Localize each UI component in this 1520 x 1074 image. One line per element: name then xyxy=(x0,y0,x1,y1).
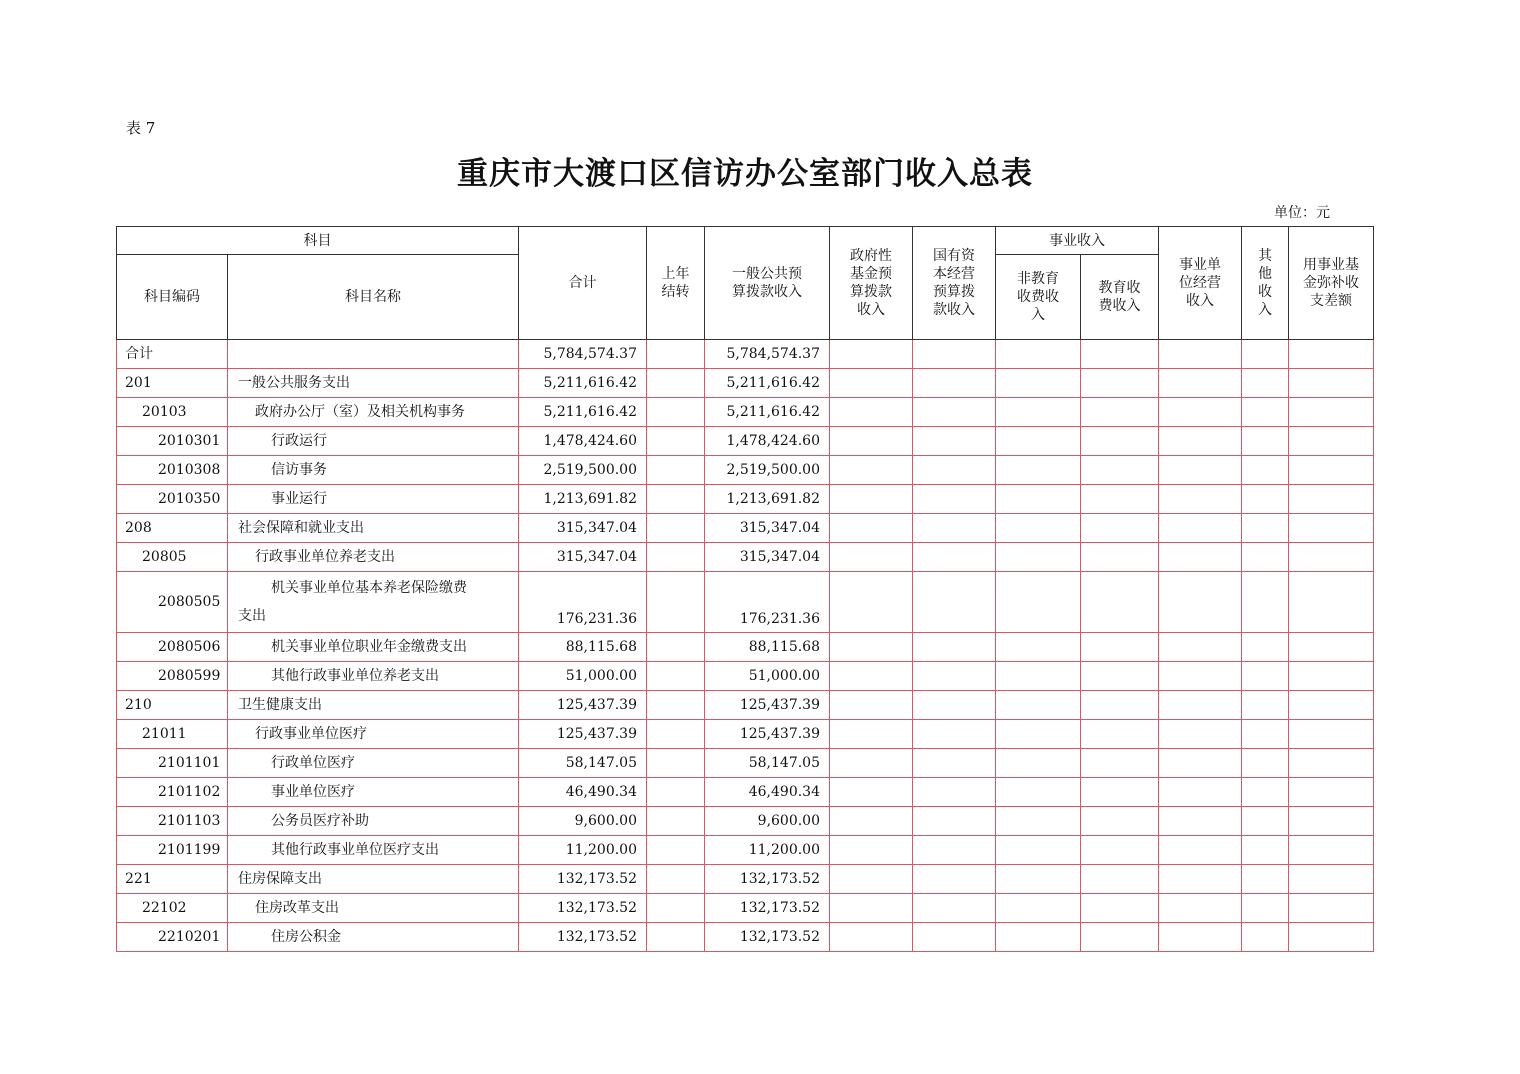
cell-total: 1,213,691.82 xyxy=(519,485,647,514)
cell-fund-supplement xyxy=(1289,662,1374,691)
cell-carry-over xyxy=(647,398,705,427)
cell-total: 46,490.34 xyxy=(519,778,647,807)
table-row xyxy=(117,427,1374,456)
cell-general-budget: 315,347.04 xyxy=(705,514,830,543)
cell-edu xyxy=(1081,514,1159,543)
cell-non-edu xyxy=(996,923,1081,952)
cell-gov-fund xyxy=(830,836,913,865)
cell-state-capital xyxy=(913,369,996,398)
cell-state-capital xyxy=(913,720,996,749)
cell-fund-supplement xyxy=(1289,572,1374,633)
cell-gov-fund xyxy=(830,572,913,633)
header-unit-operating: 事业单 位经营 收入 xyxy=(1159,227,1242,340)
cell-non-edu xyxy=(996,514,1081,543)
cell-total: 176,231.36 xyxy=(519,572,647,633)
header-other-income: 其 他 收 入 xyxy=(1242,227,1289,340)
cell-unit-operating xyxy=(1159,894,1242,923)
cell-carry-over xyxy=(647,865,705,894)
cell-name: 住房改革支出 xyxy=(228,894,519,923)
cell-fund-supplement xyxy=(1289,691,1374,720)
cell-code: 208 xyxy=(117,514,228,543)
cell-state-capital xyxy=(913,691,996,720)
cell-fund-supplement xyxy=(1289,485,1374,514)
cell-unit-operating xyxy=(1159,749,1242,778)
cell-fund-supplement xyxy=(1289,633,1374,662)
cell-general-budget: 5,211,616.42 xyxy=(705,398,830,427)
cell-total: 315,347.04 xyxy=(519,514,647,543)
cell-total: 88,115.68 xyxy=(519,633,647,662)
cell-code: 221 xyxy=(117,865,228,894)
header-carry-over: 上年 结转 xyxy=(647,227,705,340)
cell-edu xyxy=(1081,691,1159,720)
cell-non-edu xyxy=(996,720,1081,749)
cell-name: 事业单位医疗 xyxy=(228,778,519,807)
table-row xyxy=(117,778,1374,807)
cell-gov-fund xyxy=(830,894,913,923)
header-name: 科目名称 xyxy=(228,255,519,340)
header-state-capital: 国有资 本经营 预算拨 款收入 xyxy=(913,227,996,340)
cell-total: 1,478,424.60 xyxy=(519,427,647,456)
cell-name: 事业运行 xyxy=(228,485,519,514)
cell-code: 2210201 xyxy=(117,923,228,952)
cell-general-budget: 315,347.04 xyxy=(705,543,830,572)
header-gov-fund: 政府性 基金预 算拨款 收入 xyxy=(830,227,913,340)
cell-carry-over xyxy=(647,485,705,514)
cell-edu xyxy=(1081,340,1159,369)
cell-carry-over xyxy=(647,340,705,369)
header-fund-supplement: 用事业基 金弥补收 支差额 xyxy=(1289,227,1374,340)
cell-name: 行政运行 xyxy=(228,427,519,456)
cell-name xyxy=(228,572,519,633)
cell-gov-fund xyxy=(830,807,913,836)
cell-carry-over xyxy=(647,633,705,662)
table-row xyxy=(117,633,1374,662)
cell-non-edu xyxy=(996,633,1081,662)
cell-carry-over xyxy=(647,778,705,807)
cell-other xyxy=(1242,514,1289,543)
cell-general-budget: 9,600.00 xyxy=(705,807,830,836)
cell-carry-over xyxy=(647,514,705,543)
cell-edu xyxy=(1081,633,1159,662)
cell-fund-supplement xyxy=(1289,749,1374,778)
cell-general-budget: 5,211,616.42 xyxy=(705,369,830,398)
income-summary-table xyxy=(116,226,1374,952)
cell-state-capital xyxy=(913,340,996,369)
cell-carry-over xyxy=(647,543,705,572)
cell-unit-operating xyxy=(1159,778,1242,807)
table-row xyxy=(117,691,1374,720)
cell-name: 其他行政事业单位养老支出 xyxy=(228,662,519,691)
cell-other xyxy=(1242,340,1289,369)
cell-total: 315,347.04 xyxy=(519,543,647,572)
cell-gov-fund xyxy=(830,340,913,369)
cell-edu xyxy=(1081,572,1159,633)
cell-name: 住房保障支出 xyxy=(228,865,519,894)
cell-code: 21011 xyxy=(117,720,228,749)
cell-name: 行政单位医疗 xyxy=(228,749,519,778)
cell-other xyxy=(1242,662,1289,691)
cell-unit-operating xyxy=(1159,662,1242,691)
cell-state-capital xyxy=(913,543,996,572)
cell-edu xyxy=(1081,807,1159,836)
cell-total: 132,173.52 xyxy=(519,894,647,923)
cell-gov-fund xyxy=(830,662,913,691)
cell-edu xyxy=(1081,456,1159,485)
cell-non-edu xyxy=(996,894,1081,923)
cell-non-edu xyxy=(996,456,1081,485)
cell-fund-supplement xyxy=(1289,514,1374,543)
cell-state-capital xyxy=(913,398,996,427)
cell-fund-supplement xyxy=(1289,427,1374,456)
header-total: 合计 xyxy=(519,227,647,340)
cell-unit-operating xyxy=(1159,340,1242,369)
cell-state-capital xyxy=(913,778,996,807)
cell-other xyxy=(1242,572,1289,633)
cell-total: 58,147.05 xyxy=(519,749,647,778)
table-row xyxy=(117,340,1374,369)
cell-edu xyxy=(1081,720,1159,749)
cell-code: 2101199 xyxy=(117,836,228,865)
cell-total: 51,000.00 xyxy=(519,662,647,691)
cell-unit-operating xyxy=(1159,923,1242,952)
cell-name: 一般公共服务支出 xyxy=(228,369,519,398)
cell-general-budget: 1,478,424.60 xyxy=(705,427,830,456)
table-row xyxy=(117,369,1374,398)
cell-edu xyxy=(1081,778,1159,807)
cell-fund-supplement xyxy=(1289,369,1374,398)
cell-general-budget: 51,000.00 xyxy=(705,662,830,691)
cell-carry-over xyxy=(647,894,705,923)
cell-gov-fund xyxy=(830,749,913,778)
cell-fund-supplement xyxy=(1289,894,1374,923)
cell-carry-over xyxy=(647,369,705,398)
cell-total: 5,211,616.42 xyxy=(519,398,647,427)
table-number: 表 7 xyxy=(126,119,156,137)
cell-fund-supplement xyxy=(1289,398,1374,427)
cell-fund-supplement xyxy=(1289,720,1374,749)
cell-gov-fund xyxy=(830,369,913,398)
cell-code: 2010308 xyxy=(117,456,228,485)
cell-state-capital xyxy=(913,923,996,952)
cell-other xyxy=(1242,720,1289,749)
table-row xyxy=(117,894,1374,923)
cell-name-line2: 支出 xyxy=(238,608,266,624)
cell-code: 合计 xyxy=(117,340,228,369)
cell-edu xyxy=(1081,427,1159,456)
cell-non-edu xyxy=(996,749,1081,778)
cell-edu xyxy=(1081,894,1159,923)
cell-state-capital xyxy=(913,572,996,633)
header-non-edu: 非教育 收费收 入 xyxy=(996,255,1081,340)
cell-non-edu xyxy=(996,543,1081,572)
table-row xyxy=(117,749,1374,778)
cell-other xyxy=(1242,691,1289,720)
cell-total: 132,173.52 xyxy=(519,865,647,894)
cell-name: 公务员医疗补助 xyxy=(228,807,519,836)
cell-unit-operating xyxy=(1159,514,1242,543)
cell-gov-fund xyxy=(830,427,913,456)
cell-other xyxy=(1242,369,1289,398)
cell-edu xyxy=(1081,836,1159,865)
cell-name: 机关事业单位职业年金缴费支出 xyxy=(228,633,519,662)
cell-non-edu xyxy=(996,836,1081,865)
cell-gov-fund xyxy=(830,923,913,952)
table-row xyxy=(117,514,1374,543)
cell-gov-fund xyxy=(830,398,913,427)
cell-code: 2101102 xyxy=(117,778,228,807)
cell-state-capital xyxy=(913,456,996,485)
cell-fund-supplement xyxy=(1289,807,1374,836)
cell-gov-fund xyxy=(830,865,913,894)
table-row xyxy=(117,865,1374,894)
cell-state-capital xyxy=(913,894,996,923)
cell-state-capital xyxy=(913,807,996,836)
cell-other xyxy=(1242,485,1289,514)
cell-state-capital xyxy=(913,865,996,894)
cell-other xyxy=(1242,543,1289,572)
cell-other xyxy=(1242,778,1289,807)
cell-unit-operating xyxy=(1159,427,1242,456)
cell-general-budget: 125,437.39 xyxy=(705,720,830,749)
cell-total: 125,437.39 xyxy=(519,691,647,720)
cell-name: 行政事业单位医疗 xyxy=(228,720,519,749)
cell-unit-operating xyxy=(1159,691,1242,720)
cell-code: 20103 xyxy=(117,398,228,427)
cell-total: 132,173.52 xyxy=(519,923,647,952)
header-business-income: 事业收入 xyxy=(996,227,1159,255)
cell-state-capital xyxy=(913,749,996,778)
cell-other xyxy=(1242,807,1289,836)
cell-code: 22102 xyxy=(117,894,228,923)
cell-unit-operating xyxy=(1159,485,1242,514)
cell-total: 5,211,616.42 xyxy=(519,369,647,398)
cell-unit-operating xyxy=(1159,456,1242,485)
cell-general-budget: 58,147.05 xyxy=(705,749,830,778)
cell-general-budget: 132,173.52 xyxy=(705,894,830,923)
cell-non-edu xyxy=(996,662,1081,691)
cell-code: 2101101 xyxy=(117,749,228,778)
cell-unit-operating xyxy=(1159,720,1242,749)
cell-fund-supplement xyxy=(1289,865,1374,894)
cell-total: 125,437.39 xyxy=(519,720,647,749)
cell-non-edu xyxy=(996,340,1081,369)
cell-code: 210 xyxy=(117,691,228,720)
cell-gov-fund xyxy=(830,778,913,807)
cell-other xyxy=(1242,894,1289,923)
table-row xyxy=(117,923,1374,952)
table-row xyxy=(117,807,1374,836)
cell-fund-supplement xyxy=(1289,456,1374,485)
cell-edu xyxy=(1081,749,1159,778)
cell-code: 20805 xyxy=(117,543,228,572)
cell-gov-fund xyxy=(830,485,913,514)
cell-general-budget: 5,784,574.37 xyxy=(705,340,830,369)
cell-total: 11,200.00 xyxy=(519,836,647,865)
cell-name: 政府办公厅（室）及相关机构事务 xyxy=(228,398,519,427)
cell-total: 9,600.00 xyxy=(519,807,647,836)
cell-name xyxy=(228,340,519,369)
table-row xyxy=(117,398,1374,427)
cell-non-edu xyxy=(996,865,1081,894)
cell-gov-fund xyxy=(830,456,913,485)
cell-non-edu xyxy=(996,807,1081,836)
cell-carry-over xyxy=(647,427,705,456)
cell-unit-operating xyxy=(1159,572,1242,633)
cell-fund-supplement xyxy=(1289,836,1374,865)
cell-general-budget: 46,490.34 xyxy=(705,778,830,807)
cell-carry-over xyxy=(647,456,705,485)
cell-code: 2080505 xyxy=(117,572,228,633)
cell-name: 行政事业单位养老支出 xyxy=(228,543,519,572)
cell-name: 信访事务 xyxy=(228,456,519,485)
cell-gov-fund xyxy=(830,633,913,662)
cell-state-capital xyxy=(913,514,996,543)
cell-general-budget: 2,519,500.00 xyxy=(705,456,830,485)
cell-name-line1: 机关事业单位基本养老保险缴费 xyxy=(271,580,467,596)
cell-unit-operating xyxy=(1159,398,1242,427)
cell-non-edu xyxy=(996,778,1081,807)
cell-carry-over xyxy=(647,836,705,865)
cell-other xyxy=(1242,836,1289,865)
cell-code: 2010301 xyxy=(117,427,228,456)
cell-code: 201 xyxy=(117,369,228,398)
cell-gov-fund xyxy=(830,543,913,572)
cell-general-budget: 132,173.52 xyxy=(705,865,830,894)
cell-unit-operating xyxy=(1159,865,1242,894)
cell-state-capital xyxy=(913,427,996,456)
cell-gov-fund xyxy=(830,720,913,749)
cell-carry-over xyxy=(647,572,705,633)
cell-edu xyxy=(1081,369,1159,398)
cell-carry-over xyxy=(647,720,705,749)
cell-non-edu xyxy=(996,485,1081,514)
cell-general-budget: 176,231.36 xyxy=(705,572,830,633)
cell-code: 2080506 xyxy=(117,633,228,662)
cell-general-budget: 11,200.00 xyxy=(705,836,830,865)
table-row xyxy=(117,720,1374,749)
cell-unit-operating xyxy=(1159,633,1242,662)
cell-name: 住房公积金 xyxy=(228,923,519,952)
cell-total: 5,784,574.37 xyxy=(519,340,647,369)
cell-fund-supplement xyxy=(1289,778,1374,807)
table-row xyxy=(117,485,1374,514)
header-general-budget: 一般公共预 算拨款收入 xyxy=(705,227,830,340)
cell-name: 卫生健康支出 xyxy=(228,691,519,720)
cell-other xyxy=(1242,865,1289,894)
page-title: 重庆市大渡口区信访办公室部门收入总表 xyxy=(457,156,1033,192)
header-code: 科目编码 xyxy=(117,255,228,340)
cell-edu xyxy=(1081,865,1159,894)
cell-non-edu xyxy=(996,572,1081,633)
cell-carry-over xyxy=(647,662,705,691)
cell-name: 社会保障和就业支出 xyxy=(228,514,519,543)
cell-unit-operating xyxy=(1159,369,1242,398)
cell-fund-supplement xyxy=(1289,340,1374,369)
cell-carry-over xyxy=(647,749,705,778)
table-row xyxy=(117,456,1374,485)
cell-non-edu xyxy=(996,691,1081,720)
cell-other xyxy=(1242,427,1289,456)
cell-non-edu xyxy=(996,427,1081,456)
cell-general-budget: 88,115.68 xyxy=(705,633,830,662)
cell-other xyxy=(1242,398,1289,427)
cell-unit-operating xyxy=(1159,543,1242,572)
cell-state-capital xyxy=(913,633,996,662)
cell-other xyxy=(1242,749,1289,778)
cell-name: 其他行政事业单位医疗支出 xyxy=(228,836,519,865)
cell-unit-operating xyxy=(1159,836,1242,865)
cell-carry-over xyxy=(647,923,705,952)
cell-general-budget: 125,437.39 xyxy=(705,691,830,720)
cell-gov-fund xyxy=(830,514,913,543)
table-row xyxy=(117,543,1374,572)
cell-carry-over xyxy=(647,807,705,836)
cell-other xyxy=(1242,456,1289,485)
cell-carry-over xyxy=(647,691,705,720)
cell-edu xyxy=(1081,398,1159,427)
unit-label: 单位：元 xyxy=(1274,205,1330,221)
cell-total: 2,519,500.00 xyxy=(519,456,647,485)
cell-non-edu xyxy=(996,369,1081,398)
cell-non-edu xyxy=(996,398,1081,427)
cell-edu xyxy=(1081,485,1159,514)
cell-state-capital xyxy=(913,662,996,691)
cell-general-budget: 132,173.52 xyxy=(705,923,830,952)
cell-state-capital xyxy=(913,836,996,865)
cell-code: 2080599 xyxy=(117,662,228,691)
table-row xyxy=(117,572,1374,633)
cell-other xyxy=(1242,633,1289,662)
cell-code: 2010350 xyxy=(117,485,228,514)
cell-edu xyxy=(1081,923,1159,952)
cell-edu xyxy=(1081,543,1159,572)
table-body xyxy=(117,340,1374,952)
cell-code: 2101103 xyxy=(117,807,228,836)
cell-gov-fund xyxy=(830,691,913,720)
cell-unit-operating xyxy=(1159,807,1242,836)
cell-fund-supplement xyxy=(1289,923,1374,952)
header-edu: 教育收 费收入 xyxy=(1081,255,1159,340)
cell-fund-supplement xyxy=(1289,543,1374,572)
cell-other xyxy=(1242,923,1289,952)
cell-edu xyxy=(1081,662,1159,691)
cell-state-capital xyxy=(913,485,996,514)
table-row xyxy=(117,662,1374,691)
table-row xyxy=(117,836,1374,865)
cell-general-budget: 1,213,691.82 xyxy=(705,485,830,514)
header-subject: 科目 xyxy=(117,227,519,255)
